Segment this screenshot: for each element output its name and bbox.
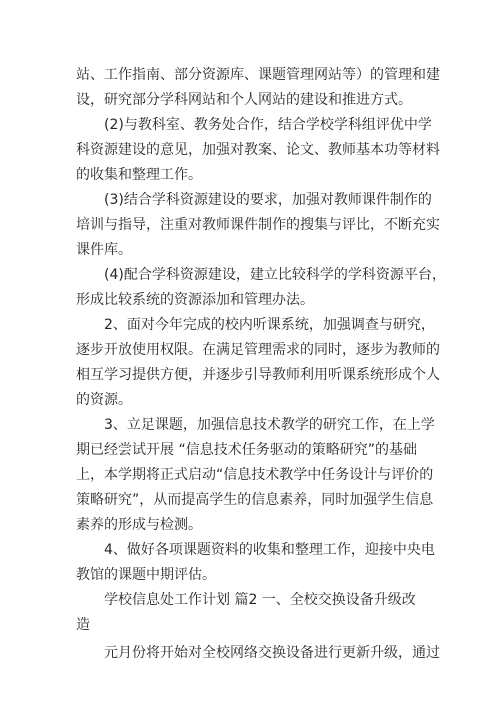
paragraph-line: (3)结合学科资源建设的要求，加强对教师课件制作的 bbox=[104, 192, 432, 208]
paragraph-line: 逐步开放使用权限。在满足管理需求的同时，逐步为教师的 bbox=[76, 342, 440, 358]
paragraph-line: 培训与指导，注重对教师课件制作的搜集与评比，不断充实 bbox=[76, 217, 440, 233]
paragraph-line: 科资源建设的意见，加强对教案、论文、教师基本功等材料 bbox=[76, 142, 440, 158]
paragraph-line: 元月份将开始对全校网络交换设备进行更新升级，通过 bbox=[104, 645, 440, 661]
paragraph-line: 相互学习提供方便，并逐步引导教师利用听课系统形成个人 bbox=[76, 367, 440, 383]
paragraph-line: 形成比较系统的资源添加和管理办法。 bbox=[76, 292, 314, 308]
section-heading-line: 学校信息处工作计划 篇2 一、全校交换设备升级改 bbox=[104, 592, 416, 608]
paragraph-line: 期已经尝试开展 “信息技术任务驱动的策略研究”的基础 bbox=[76, 442, 417, 458]
paragraph-line: 课件库。 bbox=[76, 242, 132, 258]
paragraph-line: 设，研究部分学科网站和个人网站的建设和推进方式。 bbox=[76, 92, 412, 108]
paragraph-line: 造 bbox=[76, 617, 90, 633]
paragraph-line: 的资源。 bbox=[76, 392, 132, 408]
paragraph-line: 上，本学期将正式启动“信息技术教学中任务设计与评价的 bbox=[76, 467, 434, 483]
paragraph-line: 教馆的课题中期评估。 bbox=[76, 567, 216, 583]
paragraph-line: 4、做好各项课题资料的收集和整理工作，迎接中央电 bbox=[104, 542, 435, 558]
paragraph-line: 素养的形成与检测。 bbox=[76, 517, 202, 533]
paragraph-line: (4)配合学科资源建设，建立比较科学的学科资源平台， bbox=[104, 267, 446, 283]
paragraph-line: 站、工作指南、部分资源库、课题管理网站等）的管理和建 bbox=[76, 67, 440, 83]
paragraph-line: 3、立足课题，加强信息技术教学的研究工作，在上学 bbox=[104, 417, 435, 433]
paragraph-line: 的收集和整理工作。 bbox=[76, 167, 202, 183]
paragraph-line: 策略研究”，从而提高学生的信息素养，同时加强学生信息 bbox=[76, 492, 434, 508]
paragraph-line: 2、面对今年完成的校内听课系统，加强调查与研究， bbox=[104, 317, 435, 333]
paragraph-line: (2)与教科室、教务处合作，结合学校学科组评优中学 bbox=[104, 117, 432, 133]
